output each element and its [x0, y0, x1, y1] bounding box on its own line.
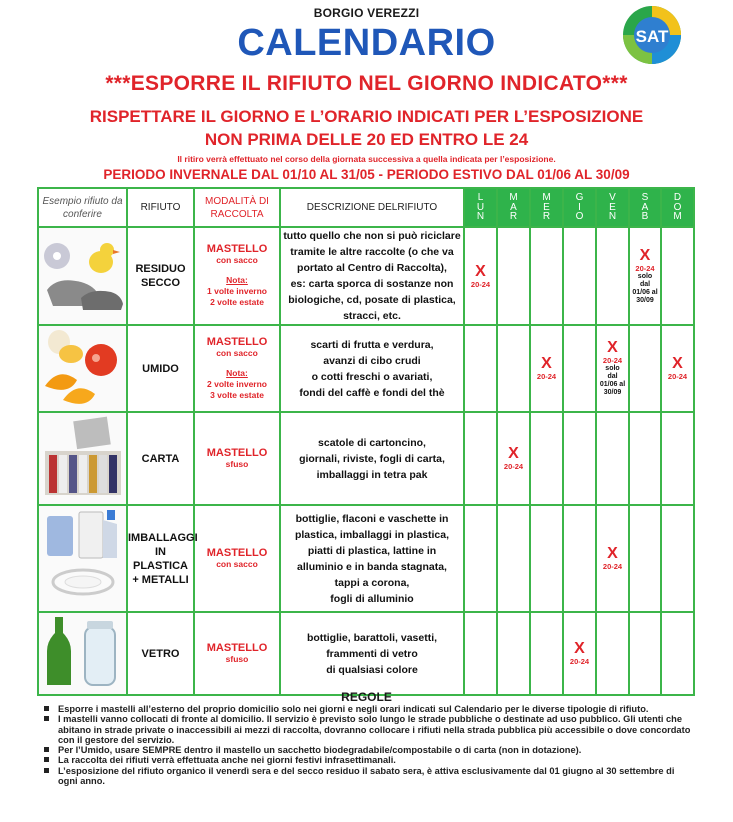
description-line: plastica, imballaggi in plastica, [294, 528, 450, 541]
day-cell [629, 612, 661, 695]
table-header-row [38, 188, 694, 227]
method-sub: con sacco [216, 347, 258, 358]
rule-item [44, 714, 694, 745]
method-note-label: Nota: [226, 275, 248, 285]
day-header-gio: G I O [563, 188, 596, 227]
collection-mark: X [672, 355, 683, 372]
table-row [38, 412, 694, 505]
collection-mark: X [475, 262, 486, 280]
day-cell [661, 612, 694, 695]
rule-text: L’esposizione del rifiuto organico il venerdì sera e del secco residuo il sabato sera, è attiva esclusivamente dal 01 giugno al 30 settembre di ogni anno. [58, 765, 675, 787]
rule-item [44, 755, 694, 765]
day-cell [629, 505, 661, 612]
page-title: CALENDARIO [237, 22, 496, 64]
method-spacer [195, 266, 279, 275]
table-row [38, 325, 694, 412]
town-name: BORGIO VEREZZI [313, 6, 420, 20]
description-line: fondi del caffè e fondi del thè [299, 386, 445, 399]
waste-type-line: CARTA [141, 452, 180, 465]
method-note-line: 1 volte inverno [207, 286, 267, 296]
waste-type-name [127, 325, 194, 412]
sat-logo-icon [622, 5, 682, 65]
subheadline-2: NON PRIMA DELLE 20 ED ENTRO LE 24 [204, 130, 529, 149]
header-example: Esempio rifiuto da conferire [38, 188, 127, 227]
day-cell [497, 505, 530, 612]
bullet-icon [44, 706, 49, 711]
waste-illustration [41, 413, 125, 499]
description-line: tappi a corona, [334, 576, 410, 589]
day-cell [596, 505, 629, 612]
description-line: imballaggi in tetra pak [316, 468, 428, 481]
description-line: stracci, etc. [343, 310, 401, 322]
day-cell [596, 227, 629, 325]
day-cell [629, 412, 661, 505]
header-rifiuto: RIFIUTO [127, 188, 194, 227]
period-info: PERIODO INVERNALE DAL 01/10 AL 31/05 - PERIODO ESTIVO DAL 01/06 AL 30/09 [103, 167, 630, 182]
method-main: MASTELLO [206, 335, 268, 348]
day-cell [464, 612, 497, 695]
day-cell [464, 412, 497, 505]
rule-item [44, 745, 694, 755]
waste-type-line: IN [155, 545, 166, 558]
day-cell [629, 227, 661, 325]
collection-mark: X [607, 545, 618, 562]
method-main: MASTELLO [206, 641, 268, 654]
waste-example-image [38, 412, 127, 505]
description-line: portato al Centro di Raccolta), [297, 262, 447, 274]
rule-text: Per l’Umido, usare SEMPRE dentro il mastello un sacchetto biodegradabile/compostabile o di carta (non in dotazione). [58, 745, 582, 756]
waste-description [280, 227, 464, 325]
collection-calendar-table [37, 187, 695, 696]
collection-method [194, 505, 280, 612]
day-cell [563, 412, 596, 505]
description-line: avanzi di cibo crudi [323, 354, 421, 367]
table-row [38, 227, 694, 325]
collection-time: 20-24 [569, 657, 590, 666]
description-line: tramite le altre raccolte (o che va [290, 246, 454, 258]
logo-text: SAT [635, 27, 669, 46]
table-row [38, 505, 694, 612]
collection-mark: X [574, 640, 585, 657]
description-line: biologiche, cd, posate di plastica, [288, 294, 456, 306]
rule-text: Esporre i mastelli all’esterno del proprio domicilio solo nei giorni e negli orari indicati sul Calendario per le diverse tipologie di rifiuto. [58, 704, 649, 714]
day-cell [596, 325, 629, 412]
description-line: piatti di plastica, lattine in [307, 544, 437, 557]
description-line: scatole di cartoncino, [318, 436, 426, 449]
collection-note-line: dal [607, 373, 618, 380]
headline: ***ESPORRE IL RIFIUTO NEL GIORNO INDICATO*** [105, 72, 628, 95]
collection-mark: X [639, 246, 651, 264]
day-header-mer: M E R [530, 188, 563, 227]
day-cell [629, 325, 661, 412]
waste-illustration [41, 613, 125, 689]
collection-time: 20-24 [470, 279, 491, 289]
description-line: es: carta sporca di sostanze non [290, 278, 454, 290]
method-sub: con sacco [216, 558, 258, 569]
rules-list [44, 704, 694, 786]
waste-description [280, 412, 464, 505]
method-sub: sfuso [225, 458, 249, 469]
collection-note-line: 30/09 [636, 296, 654, 304]
table-row [38, 612, 694, 695]
day-header-dom: D O M [661, 188, 694, 227]
header-descrizione: DESCRIZIONE DELRIFIUTO [280, 188, 464, 227]
day-cell [530, 227, 563, 325]
day-cell [596, 412, 629, 505]
waste-type-line: UMIDO [142, 362, 179, 375]
waste-type-name [127, 412, 194, 505]
subheadline-1: RISPETTARE IL GIORNO E L’ORARIO INDICATI PER L’ESPOSIZIONE [89, 107, 644, 126]
description-line: alluminio e in banda stagnata, [297, 560, 447, 573]
waste-type-name [127, 612, 194, 695]
description-line: frammenti di vetro [326, 647, 418, 660]
waste-type-line: SECCO [140, 277, 181, 289]
collection-note-line: solo [605, 365, 620, 372]
collection-mark: X [541, 355, 552, 372]
method-note-line: 2 volte inverno [207, 378, 267, 389]
day-cell [530, 612, 563, 695]
rule-item [44, 766, 694, 787]
description-line: tutto quello che non si può riciclare [283, 230, 461, 242]
method-sub: sfuso [225, 653, 249, 664]
day-header-lun: L U N [464, 188, 497, 227]
method-note-label: Nota: [226, 367, 248, 378]
description-line: bottiglie, flaconi e vaschette in [295, 512, 449, 525]
day-cell [464, 227, 497, 325]
header-modalita: MODALITÀ DI RACCOLTA [194, 188, 280, 227]
bullet-icon [44, 768, 49, 773]
day-cell [497, 612, 530, 695]
waste-type-name [127, 505, 198, 612]
waste-type-line: IMBALLAGGI [128, 531, 198, 544]
rules-title: REGOLE [341, 690, 392, 704]
day-cell [497, 412, 530, 505]
waste-illustration [41, 326, 125, 406]
waste-illustration [41, 232, 125, 316]
day-cell [530, 412, 563, 505]
day-cell [530, 325, 563, 412]
waste-example-image [38, 505, 127, 612]
day-cell [661, 325, 694, 412]
collection-time: 20-24 [667, 372, 688, 381]
day-cell [530, 505, 563, 612]
rule-item [44, 704, 694, 714]
collection-method [194, 227, 280, 325]
collection-method [194, 612, 280, 695]
pickup-note: Il ritiro verrà effettuato nel corso della giornata successiva a quella indicata per l’esposizione. [177, 154, 556, 164]
bullet-icon [44, 757, 49, 762]
day-header-ven: V E N [596, 188, 629, 227]
day-cell [464, 325, 497, 412]
collection-note-line: 30/09 [603, 389, 622, 396]
day-cell [661, 505, 694, 612]
day-header-sab: S A B [629, 188, 661, 227]
day-cell [661, 412, 694, 505]
waste-illustration [41, 506, 125, 606]
bullet-icon [44, 747, 49, 752]
collection-time: 20-24 [602, 356, 623, 365]
day-cell [563, 325, 596, 412]
description-line: giornali, riviste, fogli di carta, [299, 452, 445, 465]
waste-example-image [38, 325, 127, 412]
day-cell [596, 612, 629, 695]
day-cell [563, 612, 596, 695]
day-cell [563, 227, 596, 325]
method-main: MASTELLO [206, 546, 268, 559]
collection-time: 20-24 [602, 562, 623, 571]
collection-note-line: dal [639, 280, 651, 288]
description-line: scarti di frutta e verdura, [310, 338, 434, 351]
collection-method [194, 412, 280, 505]
method-spacer [195, 359, 279, 368]
collection-time: 20-24 [536, 372, 557, 381]
collection-method [194, 325, 280, 412]
day-header-mar: M A R [497, 188, 530, 227]
day-cell [497, 227, 530, 325]
waste-description [280, 325, 464, 412]
rule-text: La raccolta dei rifiuti verrà effettuata anche nei giorni festivi infrasettimanali. [58, 755, 396, 766]
method-note-line: 2 volte estate [210, 297, 264, 307]
day-cell [563, 505, 596, 612]
collection-note-line: solo [637, 272, 653, 280]
waste-type-line: RESIDUO [135, 263, 186, 275]
day-cell [661, 227, 694, 325]
waste-type-line: PLASTICA [133, 559, 188, 572]
collection-mark: X [508, 445, 519, 462]
collection-time: 20-24 [503, 462, 524, 471]
collection-note-line: 01/06 al [632, 288, 658, 296]
waste-type-name [127, 227, 194, 325]
day-cell [497, 325, 530, 412]
waste-example-image [38, 227, 127, 325]
description-line: di qualsiasi colore [326, 663, 418, 676]
waste-description [280, 612, 464, 695]
description-line: bottiglie, barattoli, vasetti, [306, 631, 438, 644]
collection-time: 20-24 [635, 263, 655, 273]
waste-description [280, 505, 464, 612]
bullet-icon [44, 716, 49, 721]
day-cell [464, 505, 497, 612]
collection-note-line: 01/06 al [599, 381, 626, 388]
rule-text: I mastelli vanno collocati di fronte al domicilio. Il servizio è previsto solo lungo le strade pubbliche o destinate ad uso pubblico. Gli utenti che abitano in strade private o inaccessibili ai mezzi di raccolta, dovranno collocare i rifiuti nella strada pubblica più accessibile o dove concordato con il gestore del servizio. [58, 714, 691, 745]
waste-type-line: + METALLI [132, 573, 189, 586]
collection-mark: X [607, 339, 618, 356]
method-main: MASTELLO [206, 446, 268, 459]
waste-example-image [38, 612, 127, 695]
method-sub: con sacco [216, 255, 258, 265]
waste-type-line: VETRO [141, 647, 180, 660]
method-note-line: 3 volte estate [210, 389, 264, 400]
description-line: o cotti freschi o avariati, [311, 370, 433, 383]
description-line: fogli di alluminio [330, 592, 414, 605]
method-main: MASTELLO [206, 243, 268, 255]
